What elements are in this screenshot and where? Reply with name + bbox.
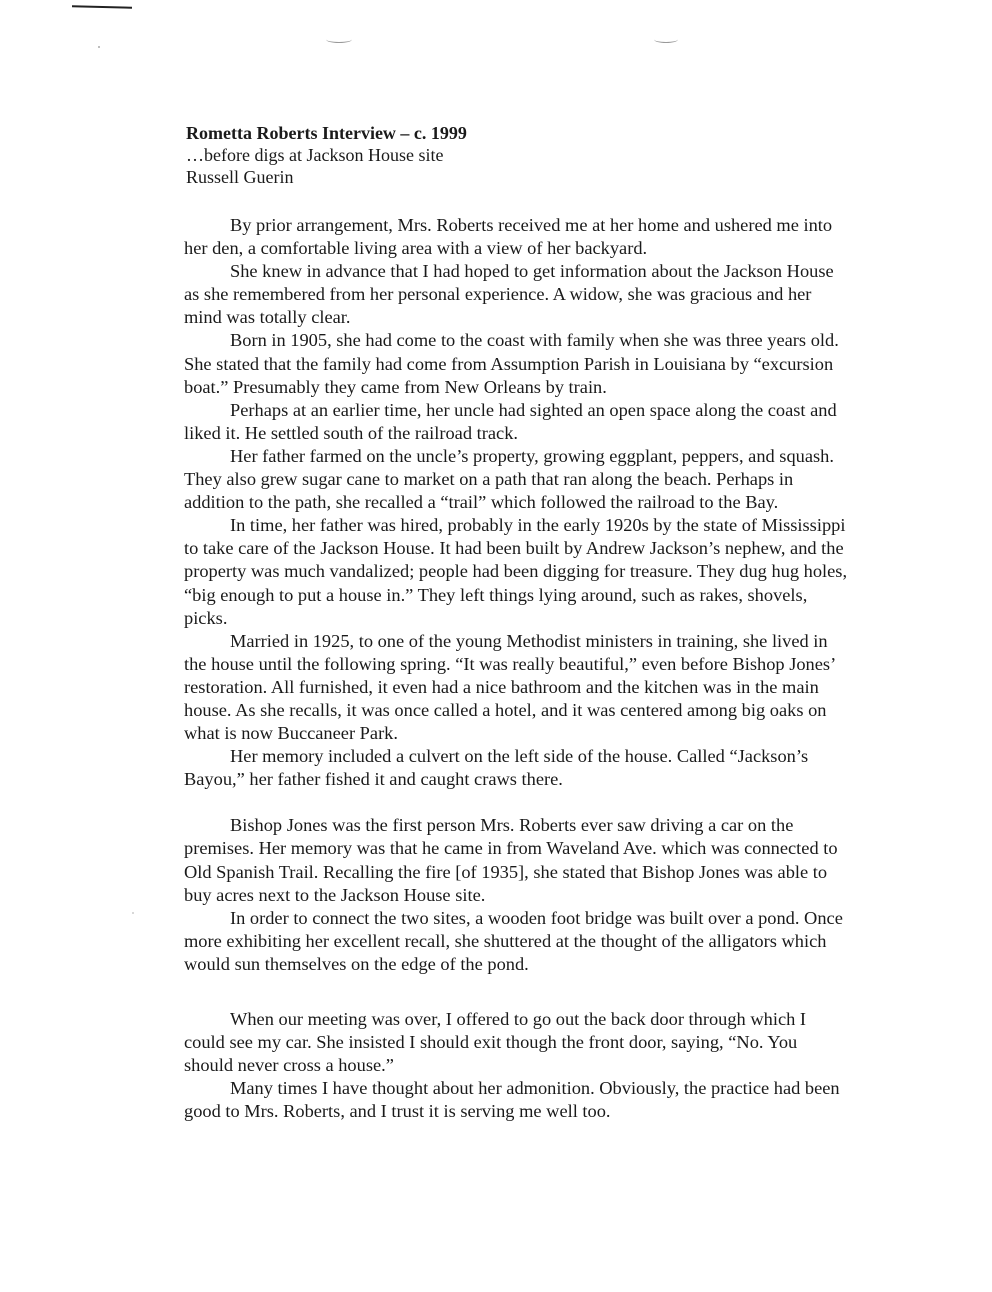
paragraph: She knew in advance that I had hoped to get information about the Jackson House as she remembered from her personal experience. A widow, she was gracious and her mind was totally clear. (184, 261, 834, 328)
scan-smudge (326, 36, 352, 43)
paragraph: Her memory included a culvert on the left side of the house. Called “Jackson’s Bayou,” her father fished it and caught craws there. (184, 746, 809, 790)
paragraph: Perhaps at an earlier time, her uncle had sighted an open space along the coast and liked it. He settled south of the railroad track. (184, 399, 837, 443)
paragraph: Married in 1925, to one of the young Methodist ministers in training, she lived in the house until the following spring. “It was really beautiful,” even before Bishop Jones’ restoration. All furnished, it even had a nice bathroom and the kitchen was in the main house. As she recalls, it was once called a hotel, and it was centered among big oaks on what is now Buccaneer Park. (184, 630, 835, 744)
paragraph: By prior arrangement, Mrs. Roberts received me at her home and ushered me into her den, a comfortable living area with a view of her backyard. (184, 215, 833, 259)
paragraph: In time, her father was hired, probably in the early 1920s by the state of Mississippi to take care of the Jackson House. It had been built by Andrew Jackson’s nephew, and the property was much vandalized; people had been digging for treasure. They dug hug holes, “big enough to put a house in.” They left things lying around, such as rakes, shovels, picks. (184, 515, 848, 628)
paragraph: Many times I have thought about her admonition. Obviously, the practice had been good to Mrs. Roberts, and I trust it is serving me well too. (184, 1078, 840, 1122)
scan-smudge (654, 36, 678, 43)
document-body (184, 214, 848, 1123)
scan-speck (132, 912, 134, 914)
document-author: Russell Guerin (186, 167, 294, 187)
scan-speck (98, 46, 100, 48)
paragraph: When our meeting was over, I offered to go out the back door through which I could see my car. She insisted I should exit though the front door, saying, “No. You should never cross a house.” (184, 1009, 807, 1076)
document-subtitle: …before digs at Jackson House site (186, 145, 444, 165)
document-title: Rometta Roberts Interview – c. 1999 (186, 123, 467, 143)
document-header (186, 122, 846, 188)
paragraph: In order to connect the two sites, a wooden foot bridge was built over a pond. Once more exhibiting her excellent recall, she shuttered at the thought of the alligators which would sun themselves on the edge of the pond. (184, 907, 843, 974)
paragraph: Bishop Jones was the first person Mrs. Roberts ever saw driving a car on the premises. Her memory was that he came in from Waveland Ave. which was connected to Old Spanish Trail. Recalling the fire [of 1935], she stated that Bishop Jones was able to buy acres next to the Jackson House site. (184, 815, 838, 905)
paragraph: Her father farmed on the uncle’s property, growing eggplant, peppers, and squash. They also grew sugar cane to market on a path that ran along the beach. Perhaps in addition to the path, she recalled a “trail” which followed the railroad to the Bay. (184, 445, 834, 513)
paragraph: Born in 1905, she had come to the coast with family when she was three years old. She stated that the family had come from Assumption Parish in Louisiana by “excursion boat.” Presumably they came from New Orleans by train. (184, 330, 839, 397)
scan-pen-mark (72, 5, 132, 9)
